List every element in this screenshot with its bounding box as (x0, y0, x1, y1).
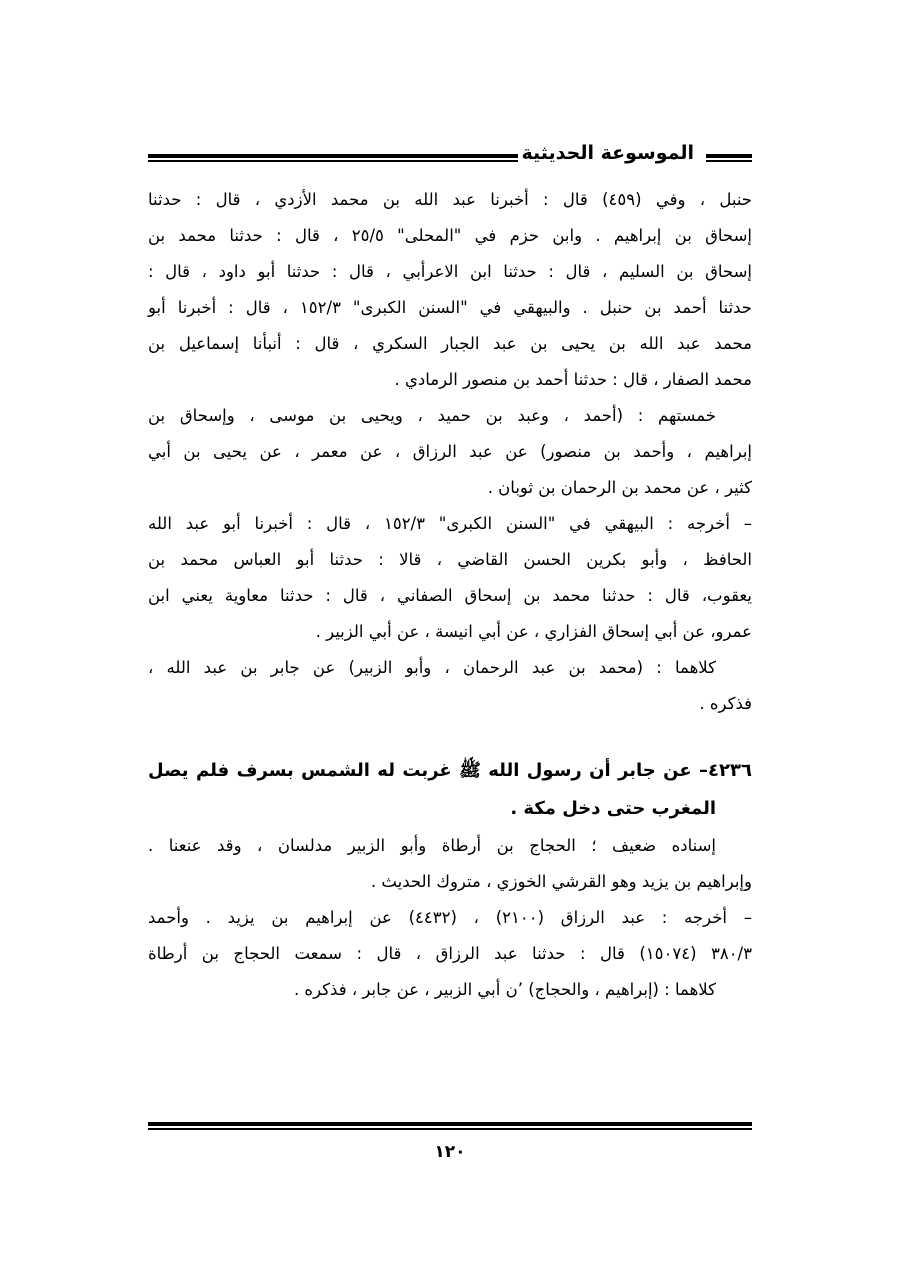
text-line: محمد عبد الله بن يحيى بن عبد الجبار السكري ، قال : أنبأنا إسماعيل بن (148, 334, 752, 353)
document-page (148, 140, 752, 1160)
page-footer (148, 1122, 752, 1162)
text-line: – أخرجه : البيهقي في "السنن الكبرى" ١٥٢/٣ ، قال : أخبرنا أبو عبد الله (148, 514, 752, 533)
page-title: الموسوعة الحديثية (521, 142, 694, 164)
text-line: إسناده ضعيف ؛ الحجاج بن أرطاة وأبو الزبير مدلسان ، وقد عنعنا . (148, 836, 716, 855)
page-number: ١٢٠ (434, 1142, 466, 1162)
text-line: كثير ، عن محمد بن الرحمان بن ثوبان . (487, 478, 752, 497)
text-line: محمد الصفار ، قال : حدثنا أحمد بن منصور الرمادي . (394, 370, 752, 389)
header-rule-right (706, 154, 752, 162)
page-header (148, 140, 752, 180)
text-line: يعقوب، قال : حدثنا محمد بن إسحاق الصفاني ، قال : حدثنا معاوية يعني ابن (148, 586, 752, 605)
text-line: خمستهم : (أحمد ، وعبد بن حميد ، ويحيى بن موسى ، وإسحاق بن (148, 406, 716, 425)
header-rule-left (148, 154, 518, 162)
text-line: حنبل ، وفي (٤٥٩) قال : أخبرنا عبد الله بن محمد الأزدي ، قال : حدثنا (148, 190, 753, 209)
hadith-heading: المغرب حتى دخل مكة . (510, 798, 716, 819)
text-line: كلاهما : (محمد بن عبد الرحمان ، وأبو الزبير) عن جابر بن عبد الله ، (148, 658, 716, 677)
text-line: – أخرجه : عبد الرزاق (٢١٠٠) ، (٤٤٣٢) عن إبراهيم بن يزيد . وأحمد (148, 908, 752, 927)
text-line: الحافظ ، وأبو بكرين الحسن القاضي ، قالا : حدثنا أبو العباس محمد بن (148, 550, 752, 569)
text-line: ٣٨٠/٣ (١٥٠٧٤) قال : حدثنا عبد الرزاق ، قال : سمعت الحجاج بن أرطاة (148, 944, 752, 963)
text-line: إسحاق بن إبراهيم . وابن حزم في "المحلى" ٢٥/٥ ، قال : حدثنا محمد بن (148, 226, 752, 245)
text-line: فذكره . (699, 694, 752, 713)
text-line: حدثنا أحمد بن حنبل . والبيهقي في "السنن الكبرى" ١٥٢/٣ ، قال : أخبرنا أبو (148, 298, 752, 317)
text-line: وإبراهيم بن يزيد وهو القرشي الخوزي ، متروك الحديث . (370, 872, 752, 891)
page-body (148, 182, 752, 1008)
text-line: إسحاق بن السليم ، قال : حدثنا ابن الاعرأبي ، قال : حدثنا أبو داود ، قال : (148, 262, 752, 281)
text-line: كلاهما : (إبراهيم ، والحجاج) ’ن أبي الزبير ، عن جابر ، فذكره . (293, 980, 716, 999)
footer-rule (148, 1122, 752, 1130)
spacer (148, 722, 752, 752)
text-line: عمرو، عن أبي إسحاق الفزاري ، عن أبي انيسة ، عن أبي الزبير . (315, 622, 752, 641)
hadith-heading: ٤٢٣٦– عن جابر أن رسول الله ﷺ غربت له الشمس بسرف فلم يصل (148, 760, 752, 781)
text-line: إبراهيم ، وأحمد بن منصور) عن عبد الرزاق ، عن معمر ، عن يحيى بن أبي (148, 442, 752, 461)
